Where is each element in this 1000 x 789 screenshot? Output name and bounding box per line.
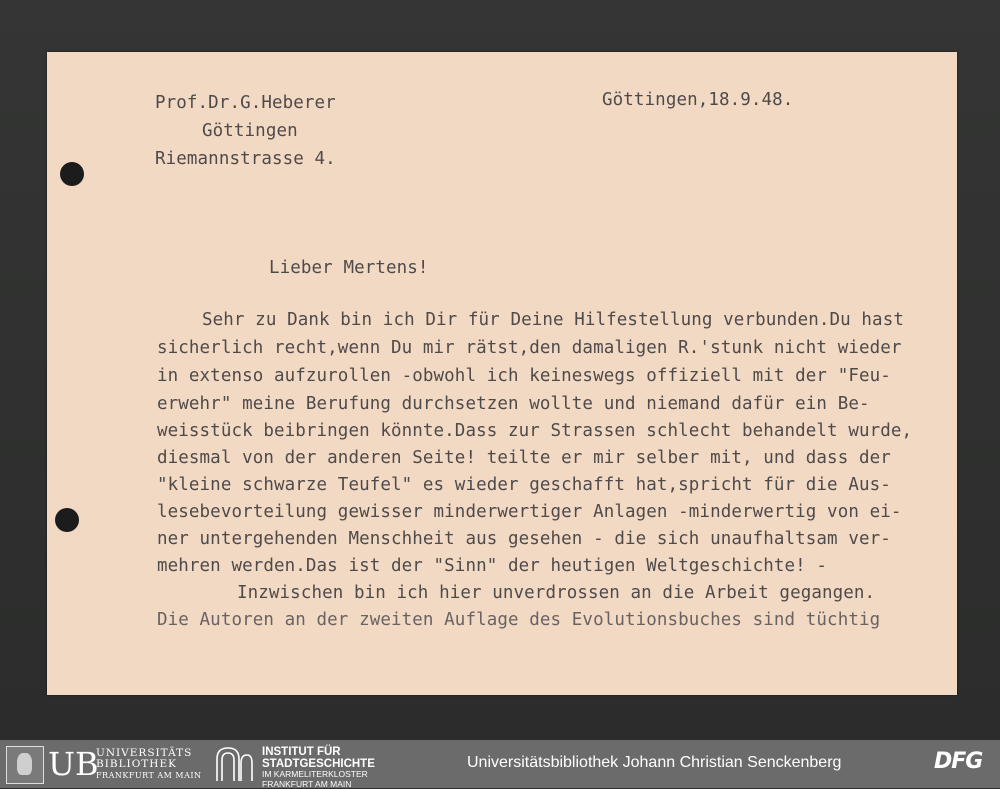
body-line: mehren werden.Das ist der "Sinn" der heutigen Weltgeschichte! - xyxy=(157,558,827,576)
body-line: Inzwischen bin ich hier unverdrossen an die Arbeit gegangen. xyxy=(237,585,875,603)
body-line: diesmal von der anderen Seite! teilte er mir selber mit, und dass der xyxy=(157,450,891,468)
isg-arches-logo-icon xyxy=(214,745,254,783)
sender-city: Göttingen xyxy=(202,123,298,141)
body-line: Die Autoren an der zweiten Auflage des Evolutionsbuches sind tüchtig xyxy=(157,612,880,630)
body-line: "kleine schwarze Teufel" es wieder geschafft hat,spricht für die Aus- xyxy=(157,477,891,495)
isg-name-line: IM KARMELITERKLOSTER xyxy=(262,770,375,780)
ub-name-line: BIBLIOTHEK xyxy=(96,759,208,770)
body-line: in extenso aufzurollen -obwohl ich keineswegs offiziell mit der "Feu- xyxy=(157,368,891,386)
sender-name: Prof.Dr.G.Heberer xyxy=(155,95,336,113)
punch-hole xyxy=(60,162,84,186)
ub-abbreviation: UB xyxy=(48,746,98,782)
body-line: ner untergehenden Menschheit aus gesehen - die sich unaufhaltsam ver- xyxy=(157,531,891,549)
ub-portrait-logo-icon xyxy=(6,746,44,784)
letter-page xyxy=(47,52,957,695)
isg-name-line: INSTITUT FÜR xyxy=(262,746,375,758)
ub-name xyxy=(96,748,208,781)
isg-name xyxy=(262,746,375,789)
sender-street: Riemannstrasse 4. xyxy=(155,151,336,169)
body-line: erwehr" meine Berufung durchsetzen wollte und niemand dafür ein Be- xyxy=(157,396,870,414)
library-name: Universitätsbibliothek Johann Christian Senckenberg xyxy=(467,754,841,772)
isg-name-line: STADTGESCHICHTE xyxy=(262,758,375,770)
footer-bar xyxy=(0,740,1000,788)
body-line: weisstück beibringen könnte.Dass zur Strassen schlecht behandelt wurde, xyxy=(157,423,912,441)
ub-name-line: UNIVERSITÄTS xyxy=(96,748,208,759)
ub-name-line: FRANKFURT AM MAIN xyxy=(96,770,208,781)
body-line: Sehr zu Dank bin ich Dir für Deine Hilfestellung verbunden.Du hast xyxy=(202,312,904,330)
salutation: Lieber Mertens! xyxy=(269,260,429,278)
body-line: sicherlich recht,wenn Du mir rätst,den damaligen R.'stunk nicht wieder xyxy=(157,340,902,358)
punch-hole xyxy=(55,508,79,532)
letter-date: Göttingen,18.9.48. xyxy=(602,92,793,110)
body-line: lesebevorteilung gewisser minderwertiger Anlagen -minderwertig von ei- xyxy=(157,504,902,522)
dfg-logo: DFG xyxy=(934,749,982,774)
isg-name-line: FRANKFURT AM MAIN xyxy=(262,780,375,789)
